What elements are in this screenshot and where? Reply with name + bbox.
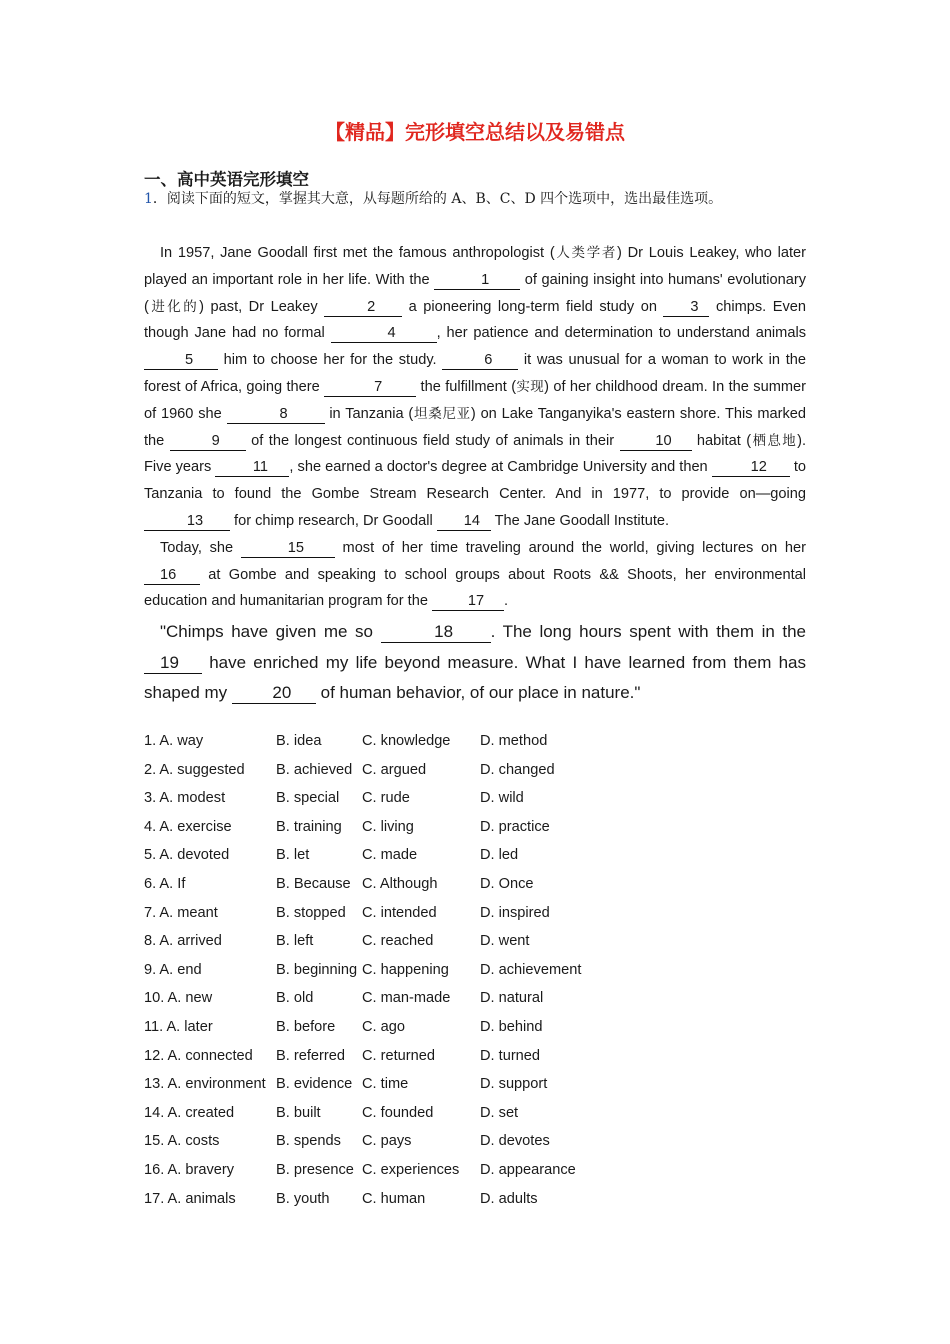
option-row bbox=[144, 1048, 610, 1077]
blank-19: 19 bbox=[144, 653, 202, 674]
option-d: D. turned bbox=[480, 1047, 541, 1064]
option-d: D. wild bbox=[480, 790, 524, 807]
passage-text: the fulfillment ( bbox=[416, 378, 517, 395]
blank-18: 18 bbox=[381, 622, 491, 643]
option-c: C. time bbox=[362, 1076, 409, 1093]
option-d: D. appearance bbox=[480, 1161, 576, 1178]
option-b: B. achieved bbox=[276, 761, 353, 778]
option-a: 16. A. bravery bbox=[144, 1161, 235, 1178]
passage-text: Today, she bbox=[160, 539, 241, 556]
option-row bbox=[144, 790, 610, 819]
passage-paragraph-2 bbox=[144, 535, 806, 615]
cloze-passage bbox=[144, 240, 806, 709]
answer-options bbox=[144, 733, 610, 1219]
option-c: C. returned bbox=[362, 1047, 436, 1064]
passage-text: . The long hours spent with them in the bbox=[490, 622, 806, 642]
passage-text: , her patience and determination to understand animals bbox=[436, 325, 806, 342]
option-a: 6. A. If bbox=[144, 875, 186, 892]
option-a: 8. A. arrived bbox=[144, 933, 222, 950]
option-a: 1. A. way bbox=[144, 733, 204, 749]
option-d: D. devotes bbox=[480, 1133, 550, 1150]
blank-6: 6 bbox=[442, 352, 518, 370]
option-b: B. referred bbox=[276, 1047, 345, 1064]
blank-7: 7 bbox=[324, 379, 416, 397]
passage-text: ). Five years bbox=[144, 432, 807, 476]
blank-11: 11 bbox=[215, 459, 289, 477]
instruction-text: ．阅读下面的短文，掌握其大意，从每题所给的 A、B、C、D 四个选项中，选出最佳选项。 bbox=[152, 191, 723, 207]
passage-text: habitat ( bbox=[691, 432, 752, 449]
option-d: D. behind bbox=[480, 1018, 543, 1035]
passage-text: of human behavior, of our place in nature." bbox=[315, 683, 641, 703]
option-b: B. let bbox=[276, 847, 310, 864]
blank-8: 8 bbox=[227, 406, 325, 424]
option-d: D. adults bbox=[480, 1190, 538, 1207]
option-b: B. old bbox=[276, 990, 314, 1007]
option-a: 5. A. devoted bbox=[144, 847, 230, 864]
option-c: C. human bbox=[362, 1190, 426, 1207]
blank-12: 12 bbox=[712, 459, 790, 477]
passage-text: ) past, Dr Leakey bbox=[199, 298, 325, 315]
option-row bbox=[144, 933, 610, 962]
option-d: D. led bbox=[480, 847, 519, 864]
option-c: C. intended bbox=[362, 904, 437, 921]
option-a: 10. A. new bbox=[144, 990, 213, 1007]
passage-text: him to choose her for the study. bbox=[218, 352, 443, 369]
blank-3: 3 bbox=[663, 299, 709, 317]
option-b: B. evidence bbox=[276, 1076, 353, 1093]
chinese-gloss: 坦桑尼亚 bbox=[413, 405, 471, 422]
blank-1: 1 bbox=[434, 272, 520, 290]
option-c: C. happening bbox=[362, 961, 449, 978]
blank-9: 9 bbox=[170, 433, 246, 451]
option-d: D. set bbox=[480, 1104, 519, 1121]
option-row bbox=[144, 1076, 610, 1105]
option-row bbox=[144, 1191, 610, 1220]
option-row bbox=[144, 733, 610, 762]
passage-text: it was unusual for a woman to work in the forest of Africa, going there bbox=[144, 352, 806, 395]
option-b: B. built bbox=[276, 1104, 321, 1121]
passage-paragraph-1 bbox=[144, 240, 806, 535]
passage-text: most of her time traveling around the world, giving lectures on her bbox=[334, 539, 806, 556]
option-b: B. youth bbox=[276, 1190, 330, 1207]
question-number: 1 bbox=[144, 191, 153, 207]
option-c: C. living bbox=[362, 818, 414, 835]
option-b: B. stopped bbox=[276, 904, 346, 921]
passage-text: in Tanzania ( bbox=[324, 405, 414, 422]
option-c: C. knowledge bbox=[362, 733, 451, 749]
option-a: 14. A. created bbox=[144, 1104, 235, 1121]
option-a: 2. A. suggested bbox=[144, 761, 245, 778]
passage-text: ) on Lake Tanganyika's eastern shore. This marked the bbox=[144, 405, 807, 449]
option-row bbox=[144, 1105, 610, 1134]
option-b: B. presence bbox=[276, 1161, 354, 1178]
option-row bbox=[144, 1019, 610, 1048]
option-a: 17. A. animals bbox=[144, 1190, 236, 1207]
option-b: B. beginning bbox=[276, 961, 358, 978]
passage-text: at Gombe and speaking to school groups about Roots && Shoots, her environmental education and humanitarian program for the bbox=[144, 566, 806, 610]
blank-16: 16 bbox=[144, 567, 200, 585]
passage-text: In 1957, Jane Goodall first met the famous anthropologist ( bbox=[160, 245, 555, 261]
blank-4: 4 bbox=[331, 325, 437, 343]
passage-text: . bbox=[504, 593, 509, 610]
option-d: D. went bbox=[480, 933, 530, 950]
option-d: D. support bbox=[480, 1076, 548, 1093]
page-title: 【精品】完形填空总结以及易错点 bbox=[325, 120, 625, 144]
option-b: B. idea bbox=[276, 733, 322, 749]
option-c: C. argued bbox=[362, 761, 427, 778]
option-a: 7. A. meant bbox=[144, 904, 218, 921]
chinese-gloss: 人类学者 bbox=[554, 245, 618, 261]
blank-20: 20 bbox=[232, 683, 316, 704]
passage-text: of the longest continuous field study of animals in their bbox=[245, 432, 620, 449]
passage-text: have enriched my life beyond measure. What I have learned from them has shaped my bbox=[144, 652, 806, 703]
option-a: 4. A. exercise bbox=[144, 818, 232, 835]
option-row bbox=[144, 819, 610, 848]
chinese-gloss: 实现 bbox=[516, 378, 545, 395]
option-c: C. ago bbox=[362, 1018, 405, 1035]
option-row bbox=[144, 962, 610, 991]
blank-13: 13 bbox=[144, 513, 230, 531]
passage-text: of gaining insight into humans' evolutionary ( bbox=[144, 271, 806, 315]
option-c: C. Although bbox=[362, 875, 438, 892]
passage-text: The Jane Goodall Institute. bbox=[490, 512, 670, 529]
section-heading: 一、高中英语完形填空 bbox=[144, 170, 309, 189]
option-d: D. inspired bbox=[480, 904, 550, 921]
option-a: 12. A. connected bbox=[144, 1047, 253, 1064]
option-d: D. practice bbox=[480, 818, 550, 835]
blank-17: 17 bbox=[432, 593, 504, 611]
blank-15: 15 bbox=[241, 540, 335, 558]
option-row bbox=[144, 1162, 610, 1191]
option-b: B. left bbox=[276, 933, 314, 950]
passage-paragraph-3 bbox=[144, 617, 806, 709]
option-b: B. Because bbox=[276, 875, 351, 892]
passage-text: a pioneering long-term field study on bbox=[402, 298, 664, 315]
option-row bbox=[144, 762, 610, 791]
option-d: D. method bbox=[480, 733, 548, 749]
option-d: D. changed bbox=[480, 761, 555, 778]
option-d: D. Once bbox=[480, 875, 534, 892]
option-a: 13. A. environment bbox=[144, 1076, 266, 1093]
blank-2: 2 bbox=[324, 299, 402, 317]
option-c: C. founded bbox=[362, 1104, 434, 1121]
option-a: 15. A. costs bbox=[144, 1133, 220, 1150]
option-c: C. rude bbox=[362, 790, 410, 807]
option-a: 9. A. end bbox=[144, 961, 202, 978]
option-a: 3. A. modest bbox=[144, 790, 226, 807]
option-a: 11. A. later bbox=[144, 1018, 213, 1035]
option-c: C. pays bbox=[362, 1133, 412, 1150]
option-row bbox=[144, 990, 610, 1019]
passage-text: to Tanzania to found the Gombe Stream Research Center. And in 1977, to provide on—going bbox=[144, 459, 806, 503]
option-row bbox=[144, 847, 610, 876]
chinese-gloss: 栖息地 bbox=[751, 432, 798, 449]
option-row bbox=[144, 905, 610, 934]
blank-14: 14 bbox=[437, 513, 491, 531]
option-d: D. natural bbox=[480, 990, 544, 1007]
chinese-gloss: 进化的 bbox=[148, 298, 200, 315]
passage-text: ) of her childhood dream. In the summer of 1960 she bbox=[144, 378, 806, 422]
passage-text: "Chimps have given me so bbox=[160, 622, 381, 642]
option-row bbox=[144, 876, 610, 905]
option-c: C. made bbox=[362, 847, 418, 864]
question-instruction bbox=[144, 188, 722, 208]
passage-text: for chimp research, Dr Goodall bbox=[230, 512, 437, 529]
option-b: B. spends bbox=[276, 1133, 341, 1150]
option-d: D. achievement bbox=[480, 961, 582, 978]
option-row bbox=[144, 1133, 610, 1162]
option-b: B. before bbox=[276, 1018, 336, 1035]
option-b: B. special bbox=[276, 790, 340, 807]
option-c: C. experiences bbox=[362, 1161, 460, 1178]
option-b: B. training bbox=[276, 818, 342, 835]
passage-text: , she earned a doctor's degree at Cambridge University and then bbox=[289, 459, 712, 476]
blank-10: 10 bbox=[620, 433, 692, 451]
option-c: C. reached bbox=[362, 933, 434, 950]
option-c: C. man-made bbox=[362, 990, 451, 1007]
passage-text: chimps. Even though Jane had no formal bbox=[144, 298, 806, 342]
blank-5: 5 bbox=[144, 352, 218, 370]
passage-text: ) Dr Louis Leakey, who later played an important role in her life. With the bbox=[144, 245, 807, 288]
